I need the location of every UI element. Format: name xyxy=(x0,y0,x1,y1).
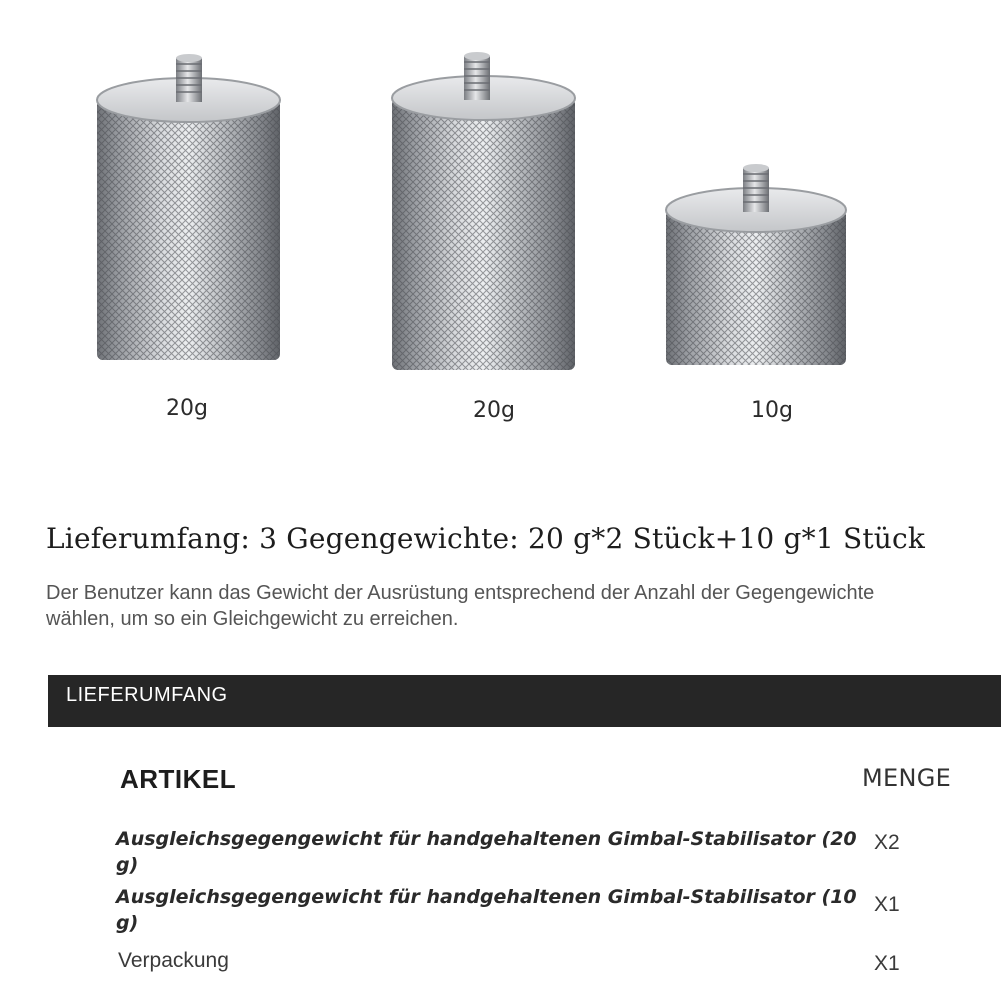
headline: Lieferumfang: 3 Gegengewichte: 20 g*2 Stück+10 g*1 Stück xyxy=(46,522,926,555)
table-row-article: Ausgleichsgegengewicht für handgehaltenen Gimbal-Stabilisator (10 g) xyxy=(116,886,857,934)
counterweights-photo xyxy=(0,0,1001,460)
description: Der Benutzer kann das Gewicht der Ausrüstung entsprechend der Anzahl der Gegengewichte wählen, um so ein Gleichgewicht zu erreichen. xyxy=(46,582,875,630)
table-row-quantity: X1 xyxy=(874,893,900,916)
section-header-bar xyxy=(48,675,1001,727)
counterweight-large-1 xyxy=(97,54,280,360)
table-row-quantity: X2 xyxy=(874,831,900,854)
weight-label-3: 10g xyxy=(751,398,793,423)
column-header-quantity: MENGE xyxy=(862,764,952,792)
column-header-article: ARTIKEL xyxy=(120,764,237,794)
weight-label-2: 20g xyxy=(473,398,515,423)
counterweight-small xyxy=(666,164,846,365)
section-title: LIEFERUMFANG xyxy=(66,684,228,706)
weight-label-1: 20g xyxy=(166,396,208,421)
table-row-quantity: X1 xyxy=(874,952,900,975)
counterweight-large-2 xyxy=(392,52,575,370)
product-image xyxy=(0,0,1001,460)
table-row-article: Ausgleichsgegengewicht für handgehaltenen Gimbal-Stabilisator (20 g) xyxy=(116,828,857,876)
table-row-article: Verpackung xyxy=(118,949,229,972)
